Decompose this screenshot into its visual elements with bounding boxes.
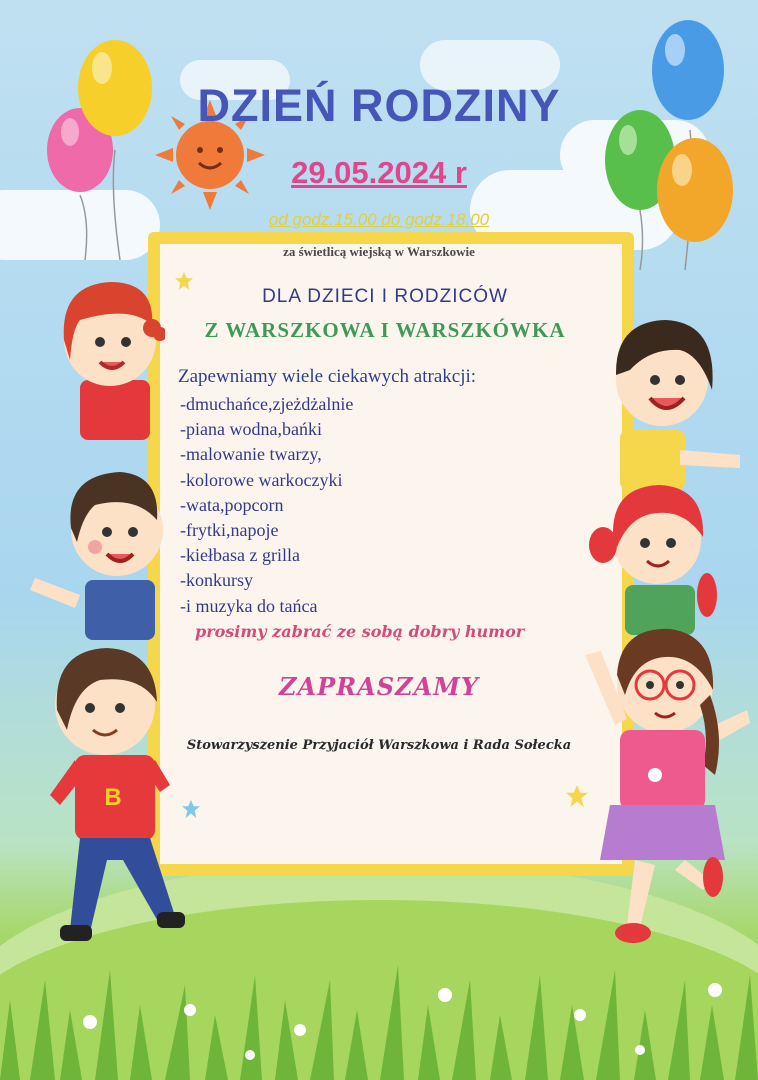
girl-glasses-right [575,615,750,950]
attraction-item: -i muzyka do tańca [180,595,318,616]
star-icon [175,272,193,290]
event-title: DZIEŃ RODZINY [197,80,561,131]
balloons-right [600,10,740,270]
shirt-letter: B [104,784,122,811]
attraction-item: -frytki,napoje [180,519,279,540]
humor-note: prosimy zabrać ze sobą dobry humor [195,622,525,641]
attraction-item: -malowanie twarzy, [180,444,322,465]
attraction-item: -piana wodna,bańki [180,419,322,440]
attraction-item: -kolorowe warkoczyki [180,469,343,490]
star-icon [566,785,588,807]
attraction-item: -kiełbasa z grilla [180,545,300,566]
attraction-item: -konkursy [180,570,253,591]
invitation: ZAPRASZAMY [279,672,479,701]
event-hours: od godz.15.00 do godz.18.00 [268,210,490,229]
attraction-item: -wata,popcorn [180,494,284,515]
attraction-item: -dmuchańce,zjeżdżalnie [180,394,354,414]
event-place: za świetlicą wiejską w Warszkowie [283,244,475,259]
villages-line: Z WARSZKOWA I WARSZKÓWKA [204,318,566,342]
boy-yellow-left [25,450,165,640]
girl-pigtails-right [585,475,725,635]
event-date: 29.05.2024 r [291,155,467,190]
organizer: Stowarzyszenie Przyjaciół Warszkowa i Rada Sołecka [186,738,572,753]
attractions-heading: Zapewniamy wiele ciekawych atrakcji: [178,366,477,387]
attractions-list [180,392,353,619]
grass-blades [0,960,758,1080]
star-icon [182,800,200,818]
boy-b-shirt-left [45,620,190,950]
audience-line: DLA DZIECI I RODZICÓW [262,286,508,307]
